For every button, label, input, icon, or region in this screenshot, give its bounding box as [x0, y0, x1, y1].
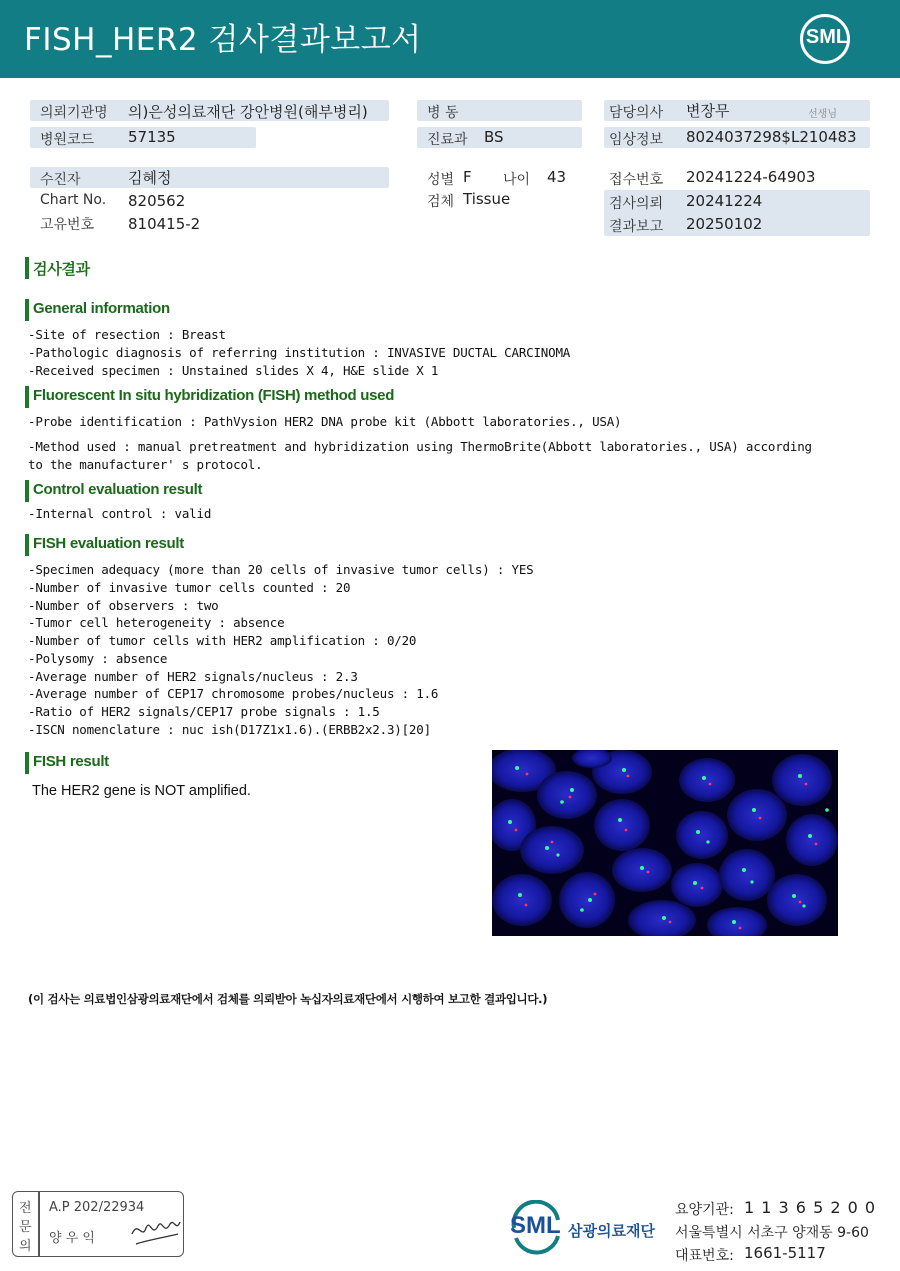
ward-label: 병 동 [427, 105, 459, 121]
unique-value: 810415-2 [128, 215, 201, 233]
clinical-value: 8024037298$L210483 [686, 128, 857, 146]
section-marker [25, 752, 29, 774]
patient-label: 수진자 [40, 172, 81, 188]
fish-eval-line: -ISCN nomenclature : nuc ish(D17Z1x1.6).(ERBB2x2.3)[20] [28, 722, 431, 737]
dept-label: 진료과 [427, 132, 468, 148]
stamp-vertical-char: 전 [19, 1201, 32, 1216]
stamp-license: A.P 202/22934 [49, 1200, 145, 1215]
stamp-vertical-char: 문 [19, 1220, 32, 1235]
institution-label: 의뢰기관명 [40, 105, 108, 121]
doctor-suffix: 선생님 [808, 109, 837, 120]
method-line: to the manufacturer' s protocol. [28, 457, 263, 472]
referral-note: (이 검사는 의료법인삼광의료재단에서 검체를 의뢰받아 녹십자의료재단에서 시행하여 보고한 결과입니다.) [28, 992, 548, 1006]
method-line: -Probe identification : PathVysion HER2 DNA probe kit (Abbott laboratories., USA) [28, 414, 622, 429]
receipt-label: 접수번호 [609, 172, 664, 188]
method-line: -Method used : manual pretreatment and hybridization using ThermoBrite(Abbott laboratories., USA) according [28, 439, 812, 454]
fish-eval-line: -Number of tumor cells with HER2 amplification : 0/20 [28, 633, 417, 648]
fish-eval-line: -Average number of CEP17 chromosome probes/nucleus : 1.6 [28, 686, 439, 701]
stamp-vertical-char: 의 [19, 1239, 32, 1254]
general-line: -Pathologic diagnosis of referring institution : INVASIVE DUCTAL CARCINOMA [28, 345, 571, 360]
method-heading: Fluorescent In situ hybridization (FISH) method used [33, 387, 395, 404]
result-heading: 검사결과 [33, 261, 90, 278]
chart-label: Chart No. [40, 192, 107, 208]
general-heading: General information [33, 300, 170, 317]
fish-result-heading: FISH result [33, 753, 109, 770]
fish-eval-line: -Number of observers : two [28, 598, 219, 613]
patient-value: 김혜정 [128, 169, 172, 187]
footer-logo-text: SML [510, 1212, 561, 1239]
sex-value: F [463, 168, 472, 186]
hospital-code-label: 병원코드 [40, 132, 95, 148]
specimen-label: 검체 [427, 194, 455, 210]
footer-phone-label: 대표번호: [675, 1248, 734, 1264]
request-value: 20241224 [686, 192, 763, 210]
section-marker [25, 257, 29, 279]
doctor-value: 변장무 [686, 102, 730, 120]
stamp-name: 양 우 익 [49, 1231, 95, 1246]
clinical-label: 임상정보 [609, 132, 664, 148]
footer-address: 서울특별시 서초구 양재동 9-60 [675, 1225, 869, 1241]
stamp-divider [38, 1191, 40, 1257]
section-marker [25, 534, 29, 556]
signature-icon [128, 1210, 182, 1250]
institution-value: 의)은성의료재단 강안병원(해부병리) [128, 103, 368, 121]
chart-value: 820562 [128, 192, 186, 210]
fish-result-text: The HER2 gene is NOT amplified. [32, 783, 251, 799]
dept-value: BS [484, 128, 504, 146]
sex-label: 성별 [427, 172, 455, 188]
footer-phone-value: 1661-5117 [744, 1244, 826, 1262]
footer-code-value: 1 1 3 6 5 2 0 0 [744, 1198, 877, 1217]
control-line: -Internal control : valid [28, 506, 212, 521]
age-value: 43 [547, 168, 567, 186]
footer-org-name: 삼광의료재단 [568, 1222, 655, 1240]
hospital-code-value: 57135 [128, 128, 176, 146]
receipt-value: 20241224-64903 [686, 168, 816, 186]
fish-eval-line: -Specimen adequacy (more than 20 cells of invasive tumor cells) : YES [28, 562, 534, 577]
age-label: 나이 [503, 172, 531, 188]
section-marker [25, 386, 29, 408]
request-label: 검사의뢰 [609, 196, 664, 212]
general-line: -Site of resection : Breast [28, 327, 226, 342]
fish-microscopy-image [492, 750, 838, 936]
report-label: 결과보고 [609, 219, 664, 235]
fish-eval-line: -Number of invasive tumor cells counted : 20 [28, 580, 351, 595]
fish-eval-line: -Tumor cell heterogeneity : absence [28, 615, 285, 630]
control-heading: Control evaluation result [33, 481, 203, 498]
footer-code-label: 요양기관: [675, 1202, 734, 1218]
section-marker [25, 480, 29, 502]
doctor-label: 담당의사 [609, 105, 664, 121]
unique-label: 고유번호 [40, 217, 95, 233]
fish-eval-line: -Polysomy : absence [28, 651, 168, 666]
fish-eval-line: -Ratio of HER2 signals/CEP17 probe signals : 1.5 [28, 704, 380, 719]
patient-band [30, 167, 389, 188]
fish-eval-line: -Average number of HER2 signals/nucleus : 2.3 [28, 669, 358, 684]
general-line: -Received specimen : Unstained slides X 4, H&E slide X 1 [28, 363, 439, 378]
report-value: 20250102 [686, 215, 763, 233]
sml-logo-text: SML [805, 26, 849, 48]
report-title: FISH_HER2 검사결과보고서 [24, 22, 422, 58]
specimen-value: Tissue [463, 190, 511, 208]
section-marker [25, 299, 29, 321]
fish-eval-heading: FISH evaluation result [33, 535, 184, 552]
